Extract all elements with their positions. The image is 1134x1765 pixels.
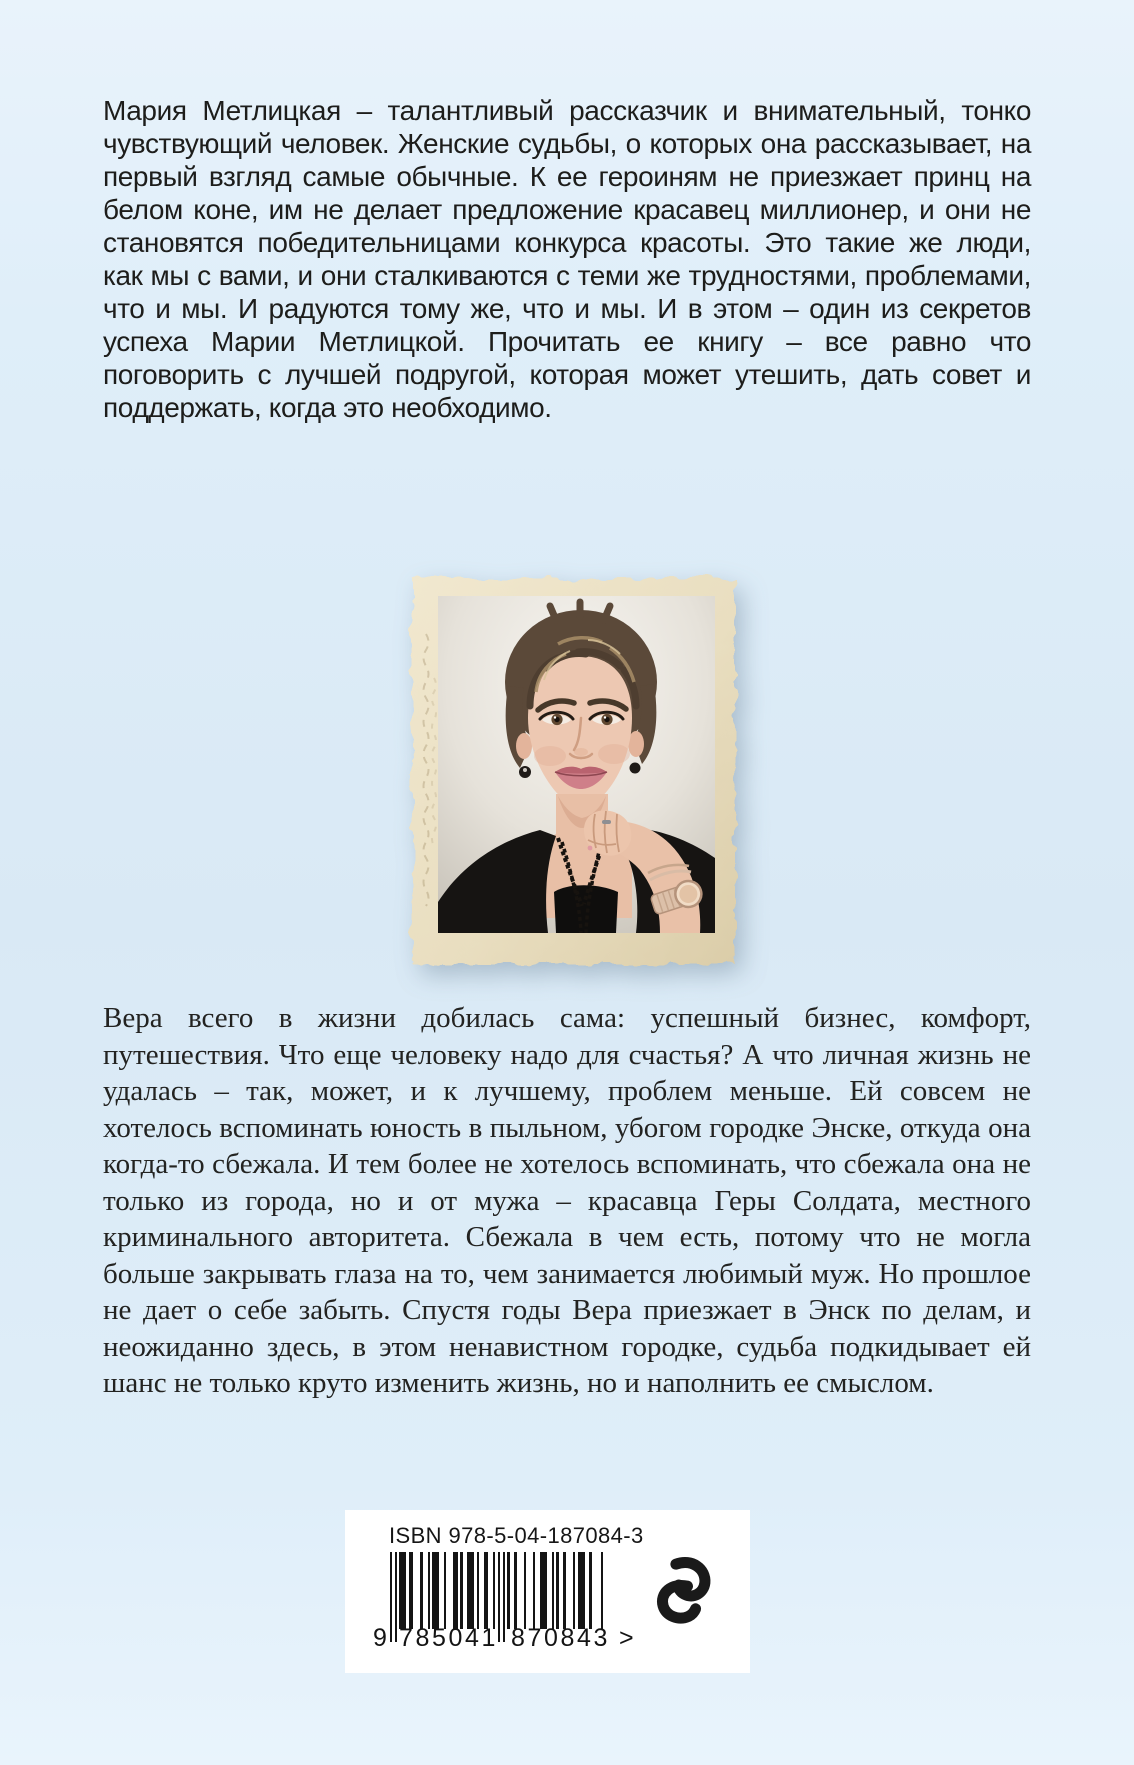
isbn-panel xyxy=(345,1510,750,1673)
barcode-digit-lead: 9 xyxy=(373,1624,387,1652)
barcode-digit-group1: 785041 xyxy=(399,1624,499,1652)
author-photo xyxy=(438,596,715,933)
barcode-trailing-char: > xyxy=(619,1624,634,1652)
eksmo-logo xyxy=(655,1546,713,1638)
barcode-digit-group2: 870843 xyxy=(511,1624,611,1652)
ear xyxy=(516,733,532,759)
annotation-text: Вера всего в жизни добилась сама: успешный бизнес, комфорт, путешествия. Что еще человеку надо для счастья? А что личная жизнь не удалась – так, может, и к лучшему, проблем меньше. Ей совсем не хотелось вспоминать юность в пыльном, убогом городке Энске, откуда она когда-то сбежала. И тем более не хотелось вспоминать, что сбежала она не только из города, но и от мужа – красавца Геры Солдата, местного криминального авторитета. Сбежала в чем есть, потому что не могла больше закрывать глаза на то, чем занимается любимый муж. Но прошлое не дает о себе забыть. Спустя годы Вера приезжает в Энск по делам, и неожиданно здесь, в этом ненавистном городке, судьба подкидывает ей шанс не только круто изменить жизнь, но и наполнить ее смыслом. xyxy=(103,1002,1031,1399)
earring xyxy=(630,763,641,774)
about-author-text: Мария Метлицкая – талантливый рассказчик и внимательный, тонко чувствующий человек. Женские судьбы, о которых она рассказывает, на первый взгляд самые обычные. К ее героиням не приезжает принц на белом коне, им не делает предложение красавец миллионер, и они не становятся победительницами конкурса красоты. Это такие же люди, как мы с вами, и они сталкиваются с теми же трудностями, проблемами, что и мы. И радуются тому же, что и мы. И в этом – один из секретов успеха Марии Метлицкой. Прочитать ее книгу – все равно что поговорить с лучшей подругой, которая может утешить, дать совет и поддержать, когда это необходимо. xyxy=(103,95,1031,423)
isbn-label: ISBN 978-5-04-187084-3 xyxy=(389,1523,644,1548)
barcode xyxy=(373,1552,634,1656)
ring xyxy=(602,820,611,824)
